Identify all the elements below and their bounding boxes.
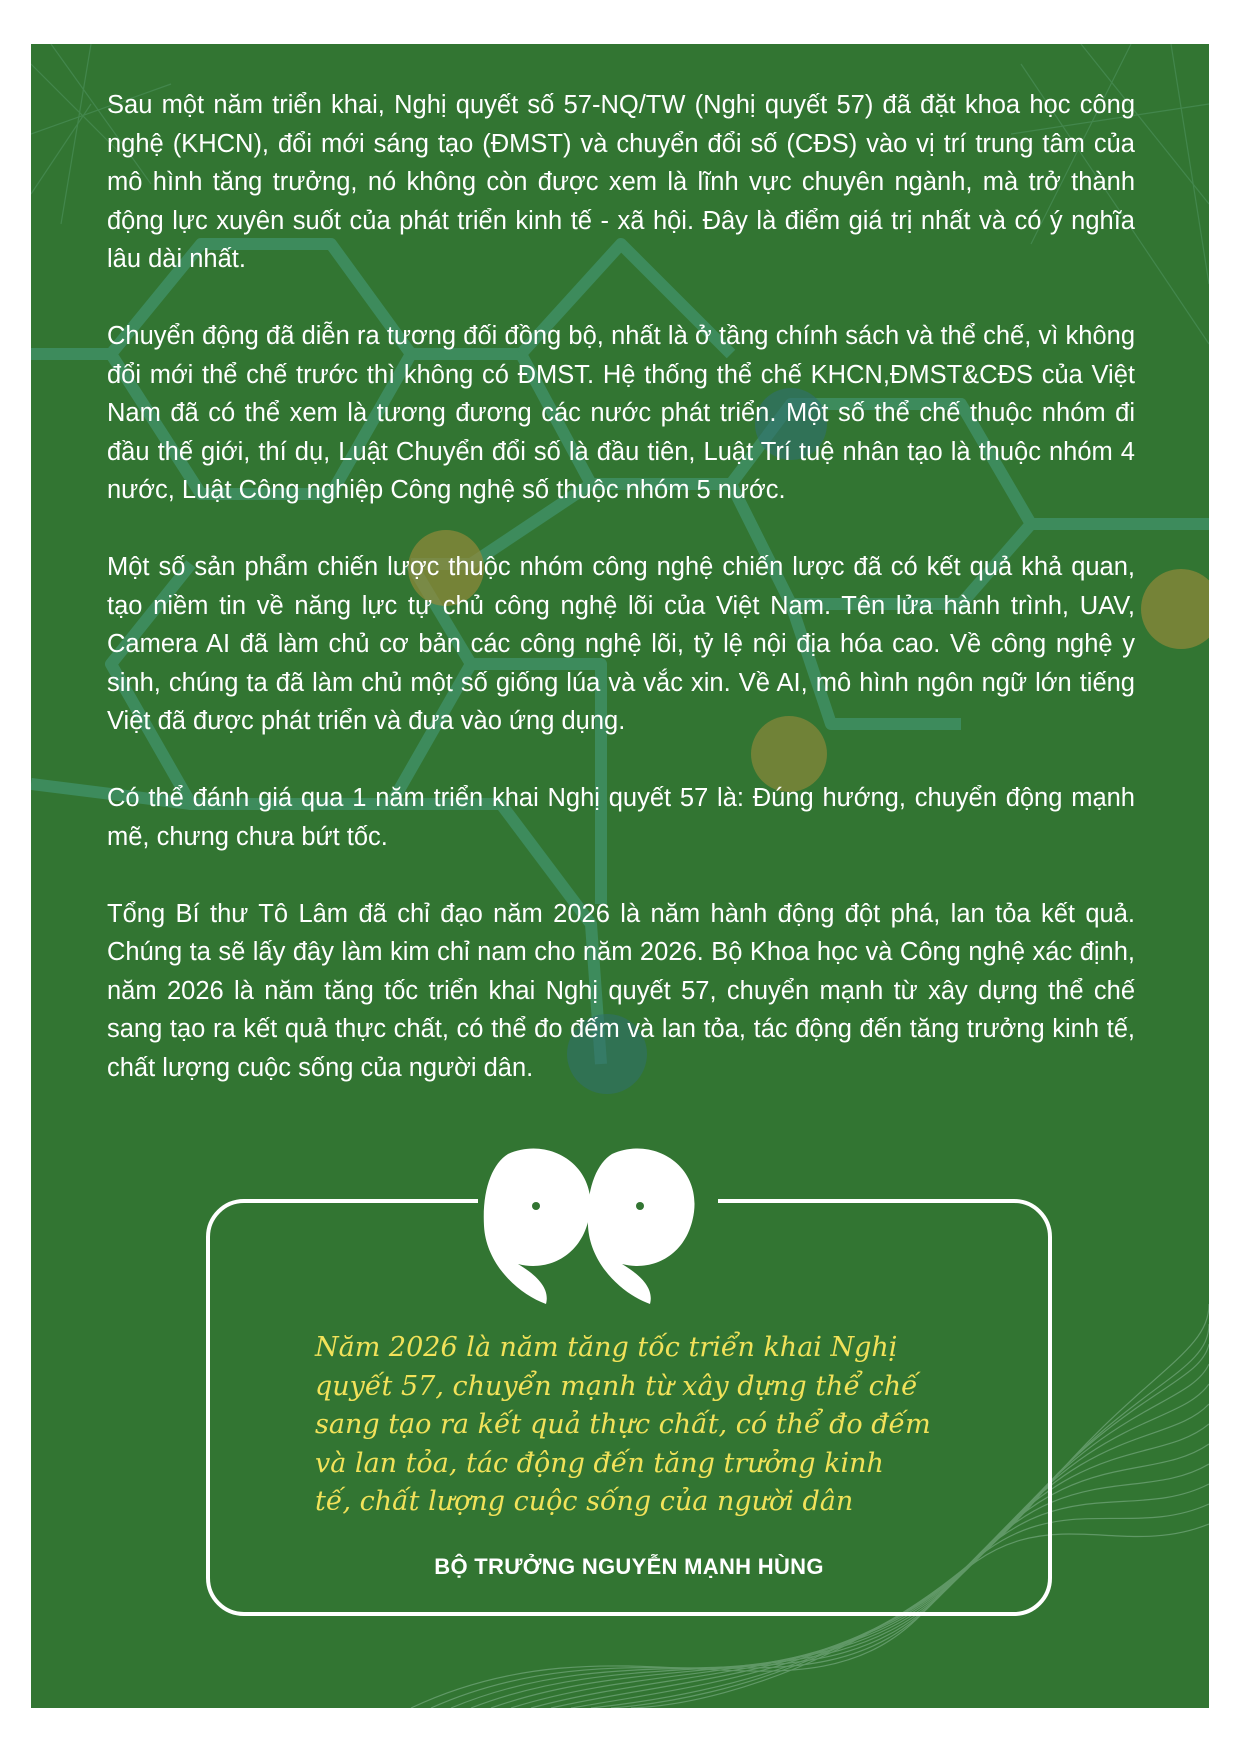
quote-author: BỘ TRƯỞNG NGUYỄN MẠNH HÙNG bbox=[434, 1554, 824, 1579]
article-paragraph: Chuyển động đã diễn ra tương đối đồng bộ, nhất là ở tầng chính sách và thể chế, vì không đổi mới thể chế trước thì không có ĐMST. Hệ thống thể chế KHCN,ĐMST&CĐS của Việt Nam đã có thể xem là tương đương các nước phát triển. Một số thể chế thuộc nhóm đi đầu thế giới, thí dụ, Luật Chuyển đổi số là đầu tiên, Luật Trí tuệ nhân tạo là thuộc nhóm 4 nước, Luật Công nghiệp Công nghệ số thuộc nhóm 5 nước. bbox=[107, 322, 1135, 504]
article-paragraph: Sau một năm triển khai, Nghị quyết số 57-NQ/TW (Nghị quyết 57) đã đặt khoa học công nghệ (KHCN), đổi mới sáng tạo (ĐMST) và chuyển đổi số (CĐS) vào vị trí trung tâm của mô hình tăng trưởng, nó không còn được xem là lĩnh vực chuyên ngành, mà trở thành động lực xuyên suốt của phát triển kinh tế - xã hội. Đây là điểm giá trị nhất và có ý nghĩa lâu dài nhất. bbox=[107, 91, 1135, 273]
article-paragraph: Có thể đánh giá qua 1 năm triển khai Nghị quyết 57 là: Đúng hướng, chuyển động mạnh mẽ, chưng chưa bứt tốc. bbox=[107, 784, 1135, 851]
quote-line: quyết 57, chuyển mạnh từ xây dựng thể chế bbox=[315, 1370, 918, 1402]
quote-line: sang tạo ra kết quả thực chất, có thể đo đếm bbox=[315, 1409, 931, 1440]
article-paragraph: Tổng Bí thư Tô Lâm đã chỉ đạo năm 2026 là năm hành động đột phá, lan tỏa kết quả. Chúng ta sẽ lấy đây làm kim chỉ nam cho năm 2026. Bộ Khoa học và Công nghệ xác định, năm 2026 là năm tăng tốc triển khai Nghị quyết 57, chuyển mạnh từ xây dựng thể chế sang tạo ra kết quả thực chất, có thể đo đếm và lan tỏa, tác động đến tăng trưởng kinh tế, chất lượng cuộc sống của người dân. bbox=[107, 899, 1135, 1082]
article-paragraph: Một số sản phẩm chiến lược thuộc nhóm công nghệ chiến lược đã có kết quả khả quan, tạo niềm tin về năng lực tự chủ công nghệ lõi của Việt Nam. Tên lửa hành trình, UAV, Camera AI đã làm chủ cơ bản các công nghệ lõi, tỷ lệ nội địa hóa cao. Về công nghệ y sinh, chúng ta đã làm chủ một số giống lúa và vắc xin. Về AI, mô hình ngôn ngữ lớn tiếng Việt đã được phát triển và đưa vào ứng dụng. bbox=[107, 553, 1135, 735]
quote-line: Năm 2026 là năm tăng tốc triển khai Nghị bbox=[315, 1332, 898, 1363]
quote-line: và lan tỏa, tác động đến tăng trưởng kinh bbox=[315, 1447, 884, 1479]
node-circle bbox=[1141, 569, 1209, 649]
article-body bbox=[107, 86, 1135, 1126]
quote-text bbox=[315, 1329, 1005, 1522]
quotation-marks-icon bbox=[478, 1144, 718, 1314]
quote-line: tế, chất lượng cuộc sống của người dân bbox=[315, 1486, 854, 1517]
article-panel bbox=[31, 44, 1209, 1708]
